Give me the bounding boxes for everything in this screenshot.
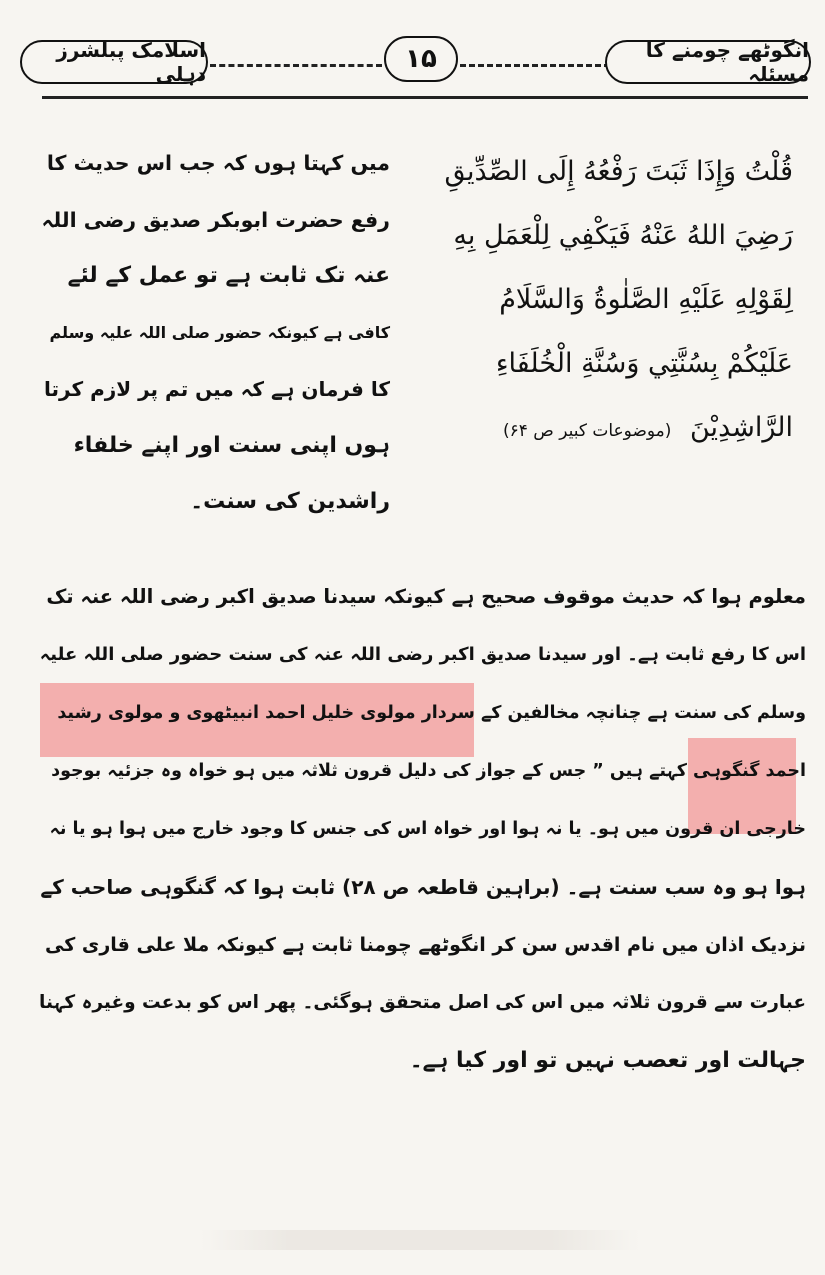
arabic-reference: (موضوعات کبیر ص ۶۴) bbox=[502, 421, 672, 441]
urdu-line: عنہ تک ثابت ہے تو عمل کے لئے bbox=[67, 263, 390, 288]
arabic-column bbox=[389, 140, 793, 460]
urdu-line: رفع حضرت ابوبکر صدیق رضی اللہ bbox=[41, 207, 390, 232]
bleed-through-text bbox=[200, 1230, 640, 1250]
header-rule bbox=[42, 96, 808, 99]
body-line: عبارت سے قرون ثلاثہ میں اس کی اصل متحقق ہوگئی۔ پھر اس کو بدعت وغیرہ کہنا bbox=[39, 992, 806, 1013]
body-line: نزدیک اذان میں نام اقدس سن کر انگوٹھے چومنا ثابت ہے کیونکہ ملا علی قاری کی bbox=[45, 934, 806, 956]
body-line: وسلم کی سنت ہے چنانچہ مخالفین کے سردار مولوی خلیل احمد انبیٹھوی و مولوی رشید bbox=[57, 703, 806, 723]
urdu-line: کافی ہے کیونکہ حضور صلی اللہ علیہ وسلم bbox=[49, 322, 390, 342]
urdu-line: کا فرمان ہے کہ میں تم پر لازم کرتا bbox=[44, 377, 390, 401]
urdu-line: ہوں اپنی سنت اور اپنے خلفاء bbox=[73, 432, 390, 458]
urdu-line: میں کہتا ہوں کہ جب اس حدیث کا bbox=[46, 151, 390, 175]
body-line: ہوا ہو وہ سب سنت ہے۔ (براہین قاطعہ ص ۲۸) ثابت ہوا کہ گنگوہی صاحب کے bbox=[40, 875, 806, 899]
arabic-line: رَضِيَ اللهُ عَنْهُ فَيَكْفِي لِلْعَمَلِ بِهِ bbox=[453, 220, 793, 251]
body-line: خارجی ان قرون میں ہو۔ یا نہ ہوا اور خواہ اس کی جنس کا وجود خارج میں ہوا ہو یا نہ bbox=[49, 819, 806, 839]
urdu-line: راشدین کی سنت۔ bbox=[190, 489, 390, 514]
body-line: اس کا رفع ثابت ہے۔ اور سیدنا صدیق اکبر رضی اللہ عنہ کی سنت حضور صلی اللہ علیہ bbox=[39, 644, 806, 665]
page-number: ۱۵ bbox=[384, 36, 458, 82]
arabic-line bbox=[389, 396, 793, 460]
arabic-last-word: الرَّاشِدِيْنَ bbox=[690, 412, 793, 443]
chapter-title: انگوٹھے چومنے کا مسئلہ bbox=[605, 40, 811, 84]
body-paragraph bbox=[38, 568, 806, 1090]
arabic-line: عَلَيْكُمْ بِسُنَّتِي وَسُنَّةِ الْخُلَفَاءِ bbox=[495, 348, 793, 379]
body-line: جہالت اور تعصب نہیں تو اور کیا ہے۔ bbox=[409, 1048, 806, 1073]
body-line: معلوم ہوا کہ حدیث موقوف صحیح ہے کیونکہ سیدنا صدیق اکبر رضی اللہ عنہ تک bbox=[46, 585, 806, 608]
header-divider-left bbox=[210, 64, 382, 67]
arabic-line: قُلْتُ وَإِذَا ثَبَتَ رَفْعُهُ إِلَى الصِّدِّيقِ bbox=[444, 156, 793, 187]
body-line: احمد گنگوہی کہتے ہیں ” جس کے جواز کی دلیل قرون ثلاثہ میں ہو خواہ وہ جزئیہ بوجود bbox=[51, 761, 806, 781]
publisher-label: اسلامک پبلشرز دہلی bbox=[20, 40, 208, 84]
urdu-translation-column bbox=[40, 135, 390, 531]
arabic-line: لِقَوْلِهِ عَلَيْهِ الصَّلٰوةُ وَالسَّلَامُ bbox=[499, 284, 793, 315]
header-divider-right bbox=[460, 64, 610, 67]
